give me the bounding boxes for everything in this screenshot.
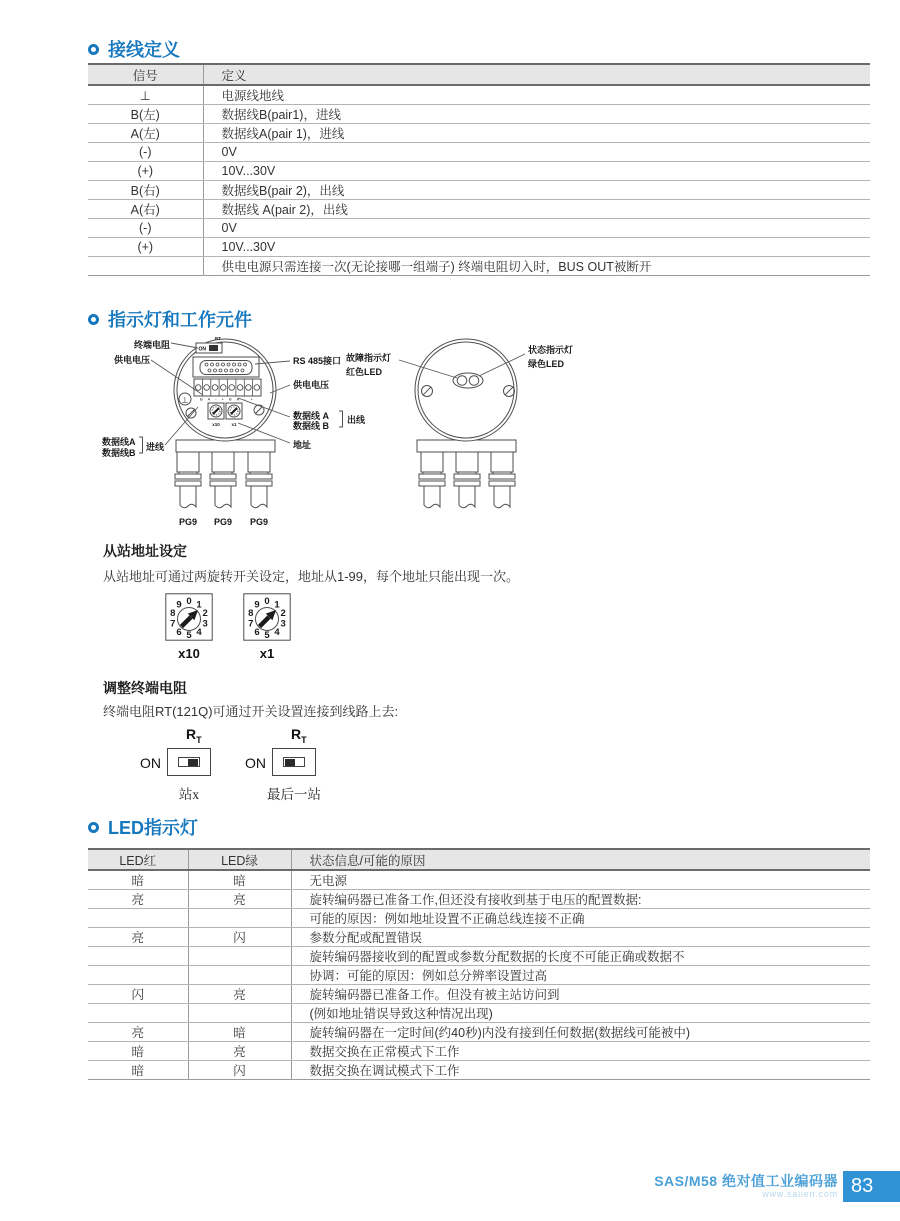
cell-signal: ⊥ — [88, 85, 203, 105]
cell-status: (例如地址错误导致这种情况出现) — [291, 1004, 870, 1023]
cell-green: 暗 — [188, 870, 291, 890]
cell-red — [88, 947, 188, 966]
address-setting-description: 从站地址可通过两旋转开关设定，地址从1-99，每个地址只能出现一次。 — [103, 569, 520, 584]
switch-knob — [285, 759, 295, 766]
rotary-x1-label: x1 — [259, 646, 275, 661]
on-label: ON — [245, 755, 266, 771]
table-row — [88, 143, 870, 162]
label-in: 进线 — [146, 442, 165, 452]
cell-definition: 0V — [203, 219, 870, 238]
cell-status: 旋转编码器已准备工作。但没有被主站访问到 — [291, 985, 870, 1004]
label-pg9-2: PG9 — [213, 517, 233, 527]
digit: 5 — [186, 630, 192, 642]
label-fault-led-1: 故障指示灯 — [346, 353, 392, 363]
rt-mini-label: RT — [215, 336, 221, 341]
digit: 3 — [202, 618, 208, 630]
cell-signal: (+) — [88, 238, 203, 257]
cell-status: 无电源 — [291, 870, 870, 890]
table-row — [88, 928, 870, 947]
cell-definition: 数据线B(pair 2)，出线 — [203, 181, 870, 200]
digit: 7 — [248, 618, 254, 630]
cell-red: 暗 — [88, 1061, 188, 1080]
bullet-circle-icon — [88, 822, 99, 833]
digit: 9 — [254, 599, 260, 611]
digit: 0 — [186, 596, 192, 608]
section-heading-led — [88, 814, 198, 840]
cell-definition: 数据线B(pair1)，进线 — [203, 105, 870, 124]
label-data-b-out: 数据线 B — [293, 421, 330, 431]
cell-red: 亮 — [88, 928, 188, 947]
x10-mini-label: x10 — [212, 422, 220, 427]
label-data-a-in: 数据线A — [102, 437, 136, 447]
digit: 3 — [280, 618, 286, 630]
cell-status: 协调：可能的原因：例如总分辨率设置过高 — [291, 966, 870, 985]
digit: 6 — [254, 627, 260, 638]
encoder-rear-view — [102, 336, 366, 527]
digit: 8 — [248, 607, 254, 619]
digit: 9 — [176, 599, 182, 611]
cell-definition: 供电电源只需连接一次(无论接哪一组端子) 终端电阻切入时，BUS OUT被断开 — [203, 257, 870, 276]
label-pg9-1: PG9 — [178, 517, 198, 527]
table-row — [88, 181, 870, 200]
cell-green: 闪 — [188, 1061, 291, 1080]
rotary-switch-x10 — [165, 593, 213, 641]
switch-track — [283, 757, 305, 767]
section-heading-indicators — [88, 306, 252, 332]
cell-green: 亮 — [188, 890, 291, 909]
encoder-housing — [415, 339, 517, 441]
label-supply-voltage-left: 供电电压 — [113, 355, 150, 365]
footer-product-title: SAS/M58 绝对值工业编码器 — [654, 1173, 838, 1189]
section-title: 指示灯和工作元件 — [108, 310, 252, 330]
cell-red — [88, 1004, 188, 1023]
bracket-in — [139, 437, 143, 453]
cell-green: 闪 — [188, 928, 291, 947]
on-label: ON — [140, 755, 161, 771]
cell-signal: A(左) — [88, 124, 203, 143]
table-row — [88, 1061, 870, 1080]
label-fault-led-2: 红色LED — [346, 367, 383, 377]
label-rs485: RS 485接口 — [293, 356, 342, 366]
label-status-led-2: 绿色LED — [528, 359, 565, 369]
digit: 7 — [170, 618, 176, 630]
digit: 2 — [202, 607, 208, 619]
col-header-led-green: LED绿 — [188, 849, 291, 870]
cell-definition: 电源线地线 — [203, 85, 870, 105]
section-title: 接线定义 — [108, 40, 180, 60]
rt-switch-last-station — [245, 728, 365, 804]
digit: 0 — [264, 596, 270, 608]
label-data-b-in: 数据线B — [102, 448, 136, 458]
wiring-table — [88, 63, 870, 276]
cell-status: 数据交换在调试模式下工作 — [291, 1061, 870, 1080]
cell-red: 亮 — [88, 890, 188, 909]
bracket-out — [339, 411, 343, 427]
cell-green — [188, 966, 291, 985]
table-row — [88, 85, 870, 105]
cell-status: 旋转编码器已准备工作,但还没有接收到基于电压的配置数据: — [291, 890, 870, 909]
table-row — [88, 966, 870, 985]
cell-definition: 10V...30V — [203, 238, 870, 257]
label-pg9-3: PG9 — [249, 517, 269, 527]
cell-green: 亮 — [188, 1042, 291, 1061]
cell-signal: (-) — [88, 219, 203, 238]
table-row — [88, 238, 870, 257]
cell-definition: 数据线 A(pair 2)，出线 — [203, 200, 870, 219]
cell-red — [88, 909, 188, 928]
address-setting-title: 从站地址设定 — [103, 543, 187, 559]
encoder-base — [417, 440, 516, 452]
cell-signal: B(右) — [88, 181, 203, 200]
encoder-diagrams — [88, 333, 880, 535]
switch-track — [178, 757, 200, 767]
cell-green — [188, 909, 291, 928]
label-address: 地址 — [293, 440, 312, 450]
cell-signal: B(左) — [88, 105, 203, 124]
termination-switch — [196, 336, 222, 353]
section-title: LED指示灯 — [108, 818, 198, 838]
table-row — [88, 947, 870, 966]
table-row — [88, 890, 870, 909]
cell-definition: 数据线A(pair 1)，进线 — [203, 124, 870, 143]
ground-glyph: ⊥ — [181, 395, 189, 405]
digit: 5 — [264, 630, 270, 642]
label-data-a-out: 数据线 A — [293, 411, 330, 421]
rt-label: $R_T$ — [291, 726, 307, 745]
digit: 2 — [280, 607, 286, 619]
table-header-row — [88, 64, 870, 85]
label-supply-voltage-right: 供电电压 — [293, 380, 330, 390]
col-header-status: 状态信息/可能的原因 — [291, 849, 870, 870]
termination-description: 终端电阻RT(121Q)可通过开关设置连接到线路上去: — [103, 704, 399, 719]
encoder-front-view — [346, 339, 573, 508]
bullet-circle-icon — [88, 314, 99, 325]
table-row — [88, 985, 870, 1004]
table-row — [88, 124, 870, 143]
col-header-signal: 信号 — [88, 64, 203, 85]
switch-caption: 最后一站 — [267, 787, 321, 802]
label-status-led-1: 状态指示灯 — [528, 345, 574, 355]
table-row — [88, 1004, 870, 1023]
digit: 1 — [196, 599, 202, 611]
table-row — [88, 870, 870, 890]
table-header-row — [88, 849, 870, 870]
footer-website: www.saiien.com — [762, 1189, 838, 1199]
cell-definition: 0V — [203, 143, 870, 162]
table-row — [88, 909, 870, 928]
digit: 6 — [176, 627, 182, 638]
led-table — [88, 848, 870, 1080]
switch-knob — [188, 759, 198, 766]
on-mini-label: ON — [198, 346, 206, 353]
page-number-badge: 83 — [843, 1171, 900, 1202]
slide-switch — [272, 748, 316, 776]
cell-status: 可能的原因：例如地址设置不正确总线连接不正确 — [291, 909, 870, 928]
table-row — [88, 200, 870, 219]
digit: 4 — [196, 627, 202, 638]
encoder-base — [176, 440, 275, 452]
cell-red: 暗 — [88, 870, 188, 890]
cell-status: 旋转编码器接收到的配置或参数分配数据的长度不可能正确或数据不 — [291, 947, 870, 966]
cell-green: 暗 — [188, 1023, 291, 1042]
digit: 4 — [274, 627, 280, 638]
table-row — [88, 219, 870, 238]
rotary-x10-label: x10 — [178, 646, 200, 661]
table-row — [88, 1042, 870, 1061]
rt-switch-station-x — [140, 728, 260, 804]
termination-title: 调整终端电阻 — [103, 680, 187, 696]
slide-switch — [167, 748, 211, 776]
table-row — [88, 162, 870, 181]
cell-red: 亮 — [88, 1023, 188, 1042]
col-header-definition: 定义 — [203, 64, 870, 85]
terminal-pin-labels: B A - + B A - + — [200, 396, 255, 402]
bullet-circle-icon — [88, 44, 99, 55]
cell-status: 参数分配或配置错误 — [291, 928, 870, 947]
cell-signal — [88, 257, 203, 276]
rt-label: $R_T$ — [186, 726, 202, 745]
cell-signal: (+) — [88, 162, 203, 181]
cell-green — [188, 947, 291, 966]
table-row — [88, 1023, 870, 1042]
rotary-switch-x1 — [243, 593, 291, 641]
label-out: 出线 — [347, 415, 366, 425]
cell-status: 旋转编码器在一定时间(约40秒)内没有接到任何数据(数据线可能被中) — [291, 1023, 870, 1042]
cell-red: 闪 — [88, 985, 188, 1004]
digit: 8 — [170, 607, 176, 619]
cell-green — [188, 1004, 291, 1023]
cell-status: 数据交换在正常模式下工作 — [291, 1042, 870, 1061]
table-row — [88, 257, 870, 276]
label-terminal-resistor: 终端电阻 — [133, 340, 170, 350]
cell-definition: 10V...30V — [203, 162, 870, 181]
cell-signal: A(右) — [88, 200, 203, 219]
switch-caption: 站x — [178, 787, 200, 802]
x1-mini-label: x1 — [231, 422, 237, 427]
col-header-led-red: LED红 — [88, 849, 188, 870]
cell-red: 暗 — [88, 1042, 188, 1061]
section-heading-wiring — [88, 36, 180, 62]
cell-red — [88, 966, 188, 985]
digit: 1 — [274, 599, 280, 611]
cell-signal: (-) — [88, 143, 203, 162]
cell-green: 亮 — [188, 985, 291, 1004]
table-row — [88, 105, 870, 124]
